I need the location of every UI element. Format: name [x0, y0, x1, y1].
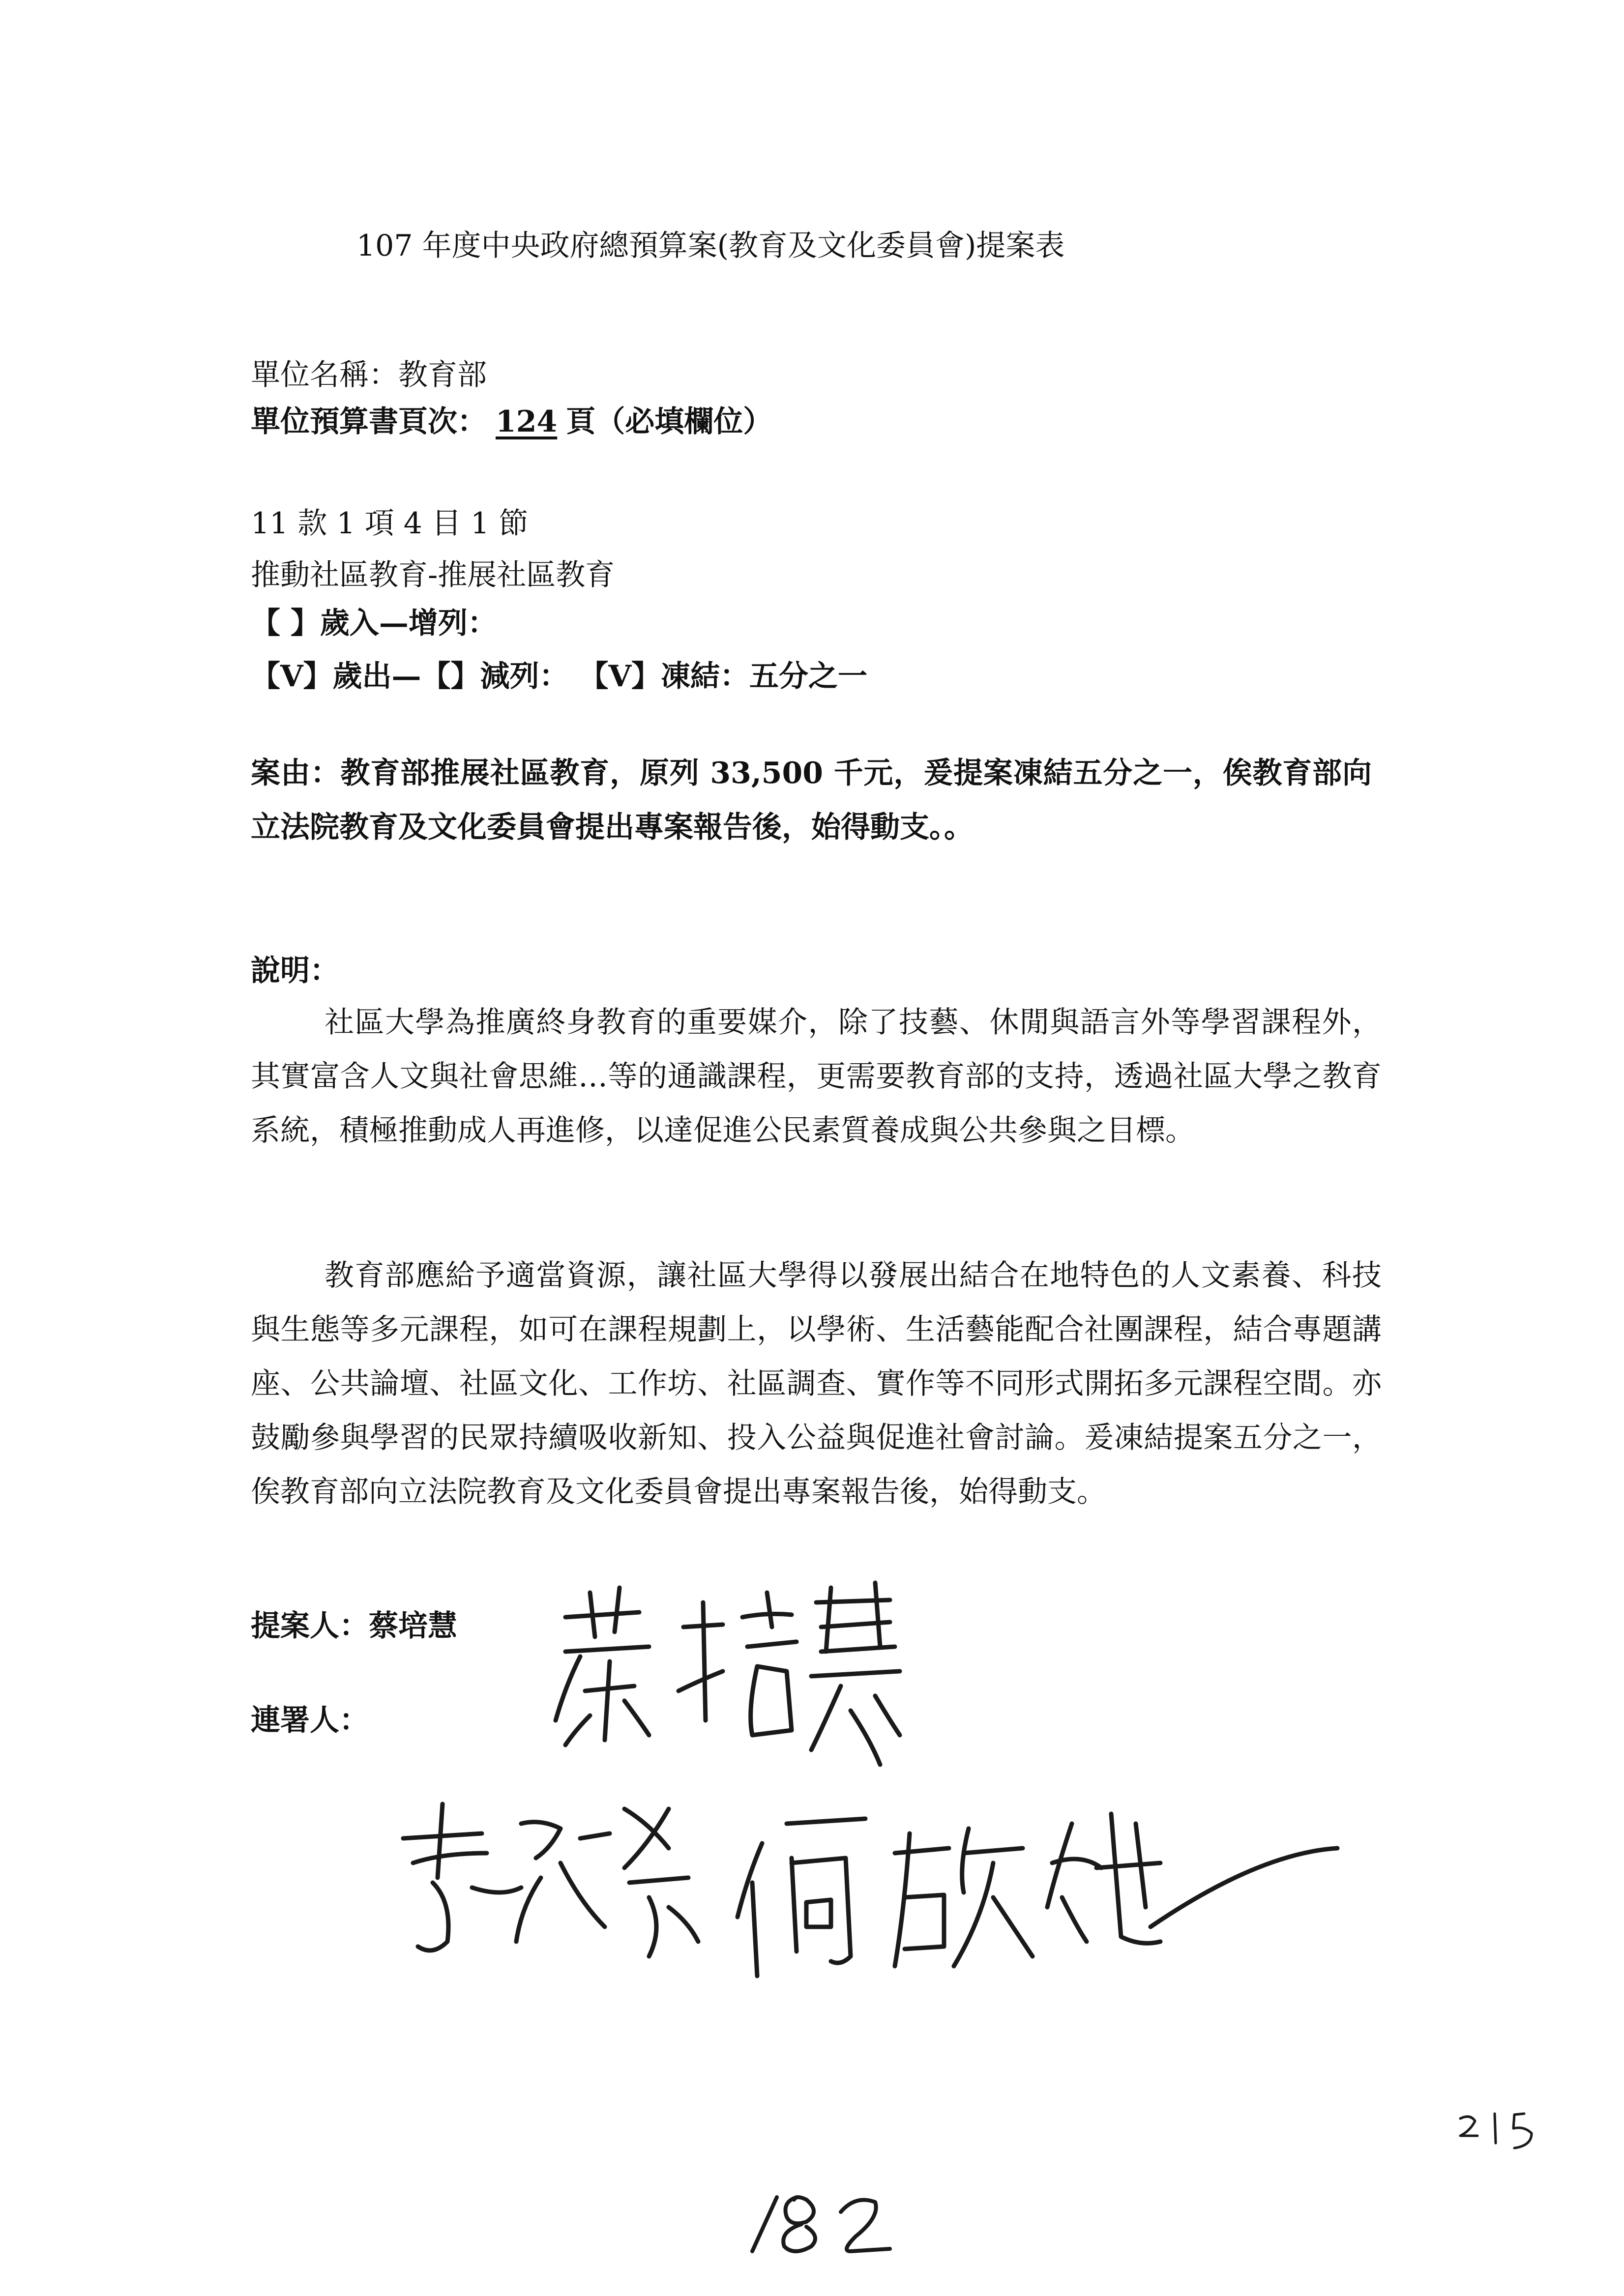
explanation-paragraph-2: 教育部應給予適當資源，讓社區大學得以發展出結合在地特色的人文素養、科技與生態等多元課程，如可在課程規劃上，以學術、生活藝能配合社團課程，結合專題講座、公共論壇、社區文化、工作坊、社區調查、實作等不同形式開拓多元課程空間。亦鼓勵參與學習的民眾持續吸收新知、投入公益與促進社會討論。爰凍結提案五分之一，俟教育部向立法院教育及文化委員會提出專案報告後，始得動支。: [251, 1258, 1382, 1509]
page-ref-suffix: 頁（必填欄位）: [566, 405, 773, 439]
expenditure-line: 【V】歲出—【】減列： 【V】凍結：五分之一: [251, 659, 867, 694]
unit-value: 教育部: [398, 358, 487, 392]
explanation-paragraph-1: 社區大學為推廣終身教育的重要媒介，除了技藝、休閒與語言外等學習課程外，其實富含人文與社會思維…等的通識課程，更需要教育部的支持，透過社區大學之教育系統，積極推動成人再進修，以達促進公民素質養成與公共參與之目標。: [251, 1005, 1382, 1148]
page-ref-number: 124: [496, 405, 558, 439]
proposer-label: 提案人：: [251, 1609, 369, 1643]
cosigner-label: 連署人：: [251, 1703, 369, 1738]
reason-text: 教育部推展社區教育，原列 33,500 千元，爰提案凍結五分之一，俟教育部向立法院教育及文化委員會提出專案報告後，始得動支。。: [251, 756, 1372, 844]
program-name: 推動社區教育-推展社區教育: [251, 558, 615, 592]
explanation-label: 說明：: [251, 954, 339, 988]
handwritten-page-number: [733, 2182, 929, 2261]
budget-item: 11 款 1 項 4 目 1 節: [251, 506, 529, 541]
proposer-signature: [536, 1573, 919, 1784]
reason-label: 案由：: [251, 756, 341, 790]
reason-block: [251, 746, 1372, 854]
page-ref-label: 單位預算書頁次：: [251, 405, 487, 439]
unit-label: 單位名稱：: [251, 358, 398, 392]
proposer-name: 蔡培慧: [369, 1609, 457, 1643]
handwritten-corner-number: [1450, 2104, 1559, 2158]
cosigner-signatures: [374, 1779, 1357, 1986]
revenue-line: 【 】歲入—增列：: [251, 606, 497, 640]
page-title: 107 年度中央政府總預算案(教育及文化委員會)提案表: [356, 229, 1065, 263]
unit-row: [251, 355, 487, 395]
proposer-row: [251, 1606, 457, 1646]
page-ref-row: [251, 402, 772, 441]
